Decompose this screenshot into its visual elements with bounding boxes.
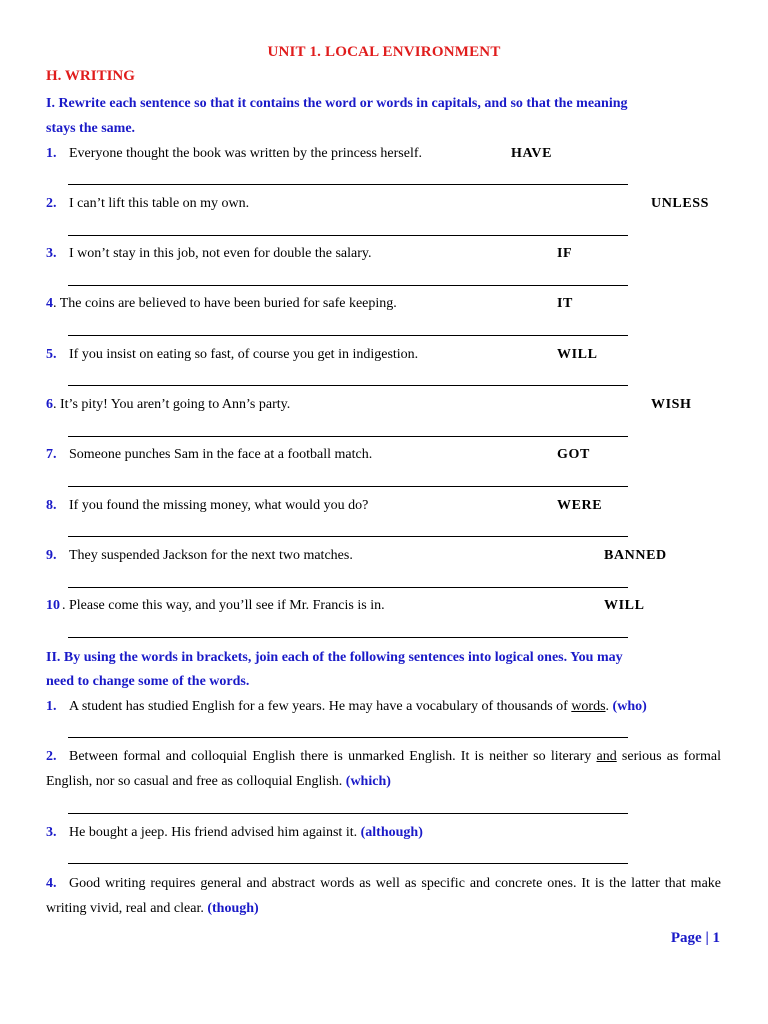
part2-instruction-line2: need to change some of the words.	[46, 674, 250, 689]
keyword: BANNED	[604, 548, 667, 563]
part1-instruction-line1: I. Rewrite each sentence so that it contains the word or words in capitals, and so that the meaning	[46, 96, 628, 111]
item-sentence: Everyone thought the book was written by the princess herself.	[69, 146, 423, 161]
item-number: 9.	[46, 548, 57, 563]
answer-line[interactable]	[68, 184, 628, 185]
answer-line[interactable]	[68, 863, 628, 864]
item-sentence: If you found the missing money, what would you do?	[69, 498, 369, 513]
answer-line[interactable]	[68, 285, 628, 286]
item-number: 1.	[46, 699, 57, 714]
item-sentence: . Please come this way, and you’ll see if Mr. Francis is in.	[62, 598, 385, 613]
keyword: IT	[557, 296, 573, 311]
item-sentence: . The coins are believed to have been buried for safe keeping.	[53, 296, 397, 311]
answer-line[interactable]	[68, 385, 628, 386]
item-number: 3.	[46, 825, 57, 840]
item-sentence: I won’t stay in this job, not even for double the salary.	[69, 246, 372, 261]
item-sentence: A student has studied English for a few years. He may have a vocabulary of thousands of words. (who)	[69, 699, 647, 714]
answer-line[interactable]	[68, 737, 628, 738]
answer-line[interactable]	[68, 813, 628, 814]
item-sentence: He bought a jeep. His friend advised him against it. (although)	[69, 825, 423, 840]
item-sentence: Good writing requires general and abstract words as well as specific and concrete ones. It is the latter that make writing vivid, real and clear. (though)	[46, 876, 721, 916]
bracket-word: who	[617, 699, 643, 714]
item-number: 10	[46, 598, 60, 613]
part2-instruction-line1: II. By using the words in brackets, join each of the following sentences into logical ones. You may	[46, 650, 623, 665]
item-number: 2.	[46, 749, 57, 764]
section-heading: H. WRITING	[46, 68, 135, 84]
answer-line[interactable]	[68, 235, 628, 236]
bracket-word: which	[350, 774, 387, 789]
item-sentence: They suspended Jackson for the next two matches.	[69, 548, 353, 563]
answer-line[interactable]	[68, 637, 628, 638]
answer-line[interactable]	[68, 486, 628, 487]
keyword: HAVE	[511, 146, 553, 161]
item-number: 7.	[46, 447, 57, 462]
item-number: 5.	[46, 347, 57, 362]
page-number: Page | 1	[670, 930, 720, 946]
keyword: WILL	[604, 598, 645, 613]
keyword: WISH	[651, 397, 692, 412]
part1-instruction-line2: stays the same.	[46, 121, 136, 136]
item-number: 4	[46, 296, 53, 311]
keyword: WERE	[557, 498, 603, 513]
bracket-word: although	[365, 825, 419, 840]
item-sentence: Between formal and colloquial English there is unmarked English. It is neither so literary and serious as formal English, nor so casual and free as colloquial English. (which)	[46, 749, 721, 789]
item-number: 2.	[46, 196, 57, 211]
item-number: 3.	[46, 246, 57, 261]
item-number: 1.	[46, 146, 57, 161]
item-number: 4.	[46, 876, 57, 891]
answer-line[interactable]	[68, 436, 628, 437]
keyword: GOT	[557, 447, 590, 462]
keyword: WILL	[557, 347, 598, 362]
item-sentence: I can’t lift this table on my own.	[69, 196, 250, 211]
worksheet-title: UNIT 1. LOCAL ENVIRONMENT	[267, 44, 501, 60]
keyword: IF	[557, 246, 573, 261]
answer-line[interactable]	[68, 536, 628, 537]
item-sentence: Someone punches Sam in the face at a football match.	[69, 447, 373, 462]
item-number: 6	[46, 397, 53, 412]
item-sentence: If you insist on eating so fast, of course you get in indigestion.	[69, 347, 419, 362]
item-sentence: . It’s pity! You aren’t going to Ann’s party.	[53, 397, 291, 412]
keyword: UNLESS	[651, 196, 710, 211]
bracket-word: though	[212, 901, 255, 916]
answer-line[interactable]	[68, 587, 628, 588]
answer-line[interactable]	[68, 335, 628, 336]
item-number: 8.	[46, 498, 57, 513]
